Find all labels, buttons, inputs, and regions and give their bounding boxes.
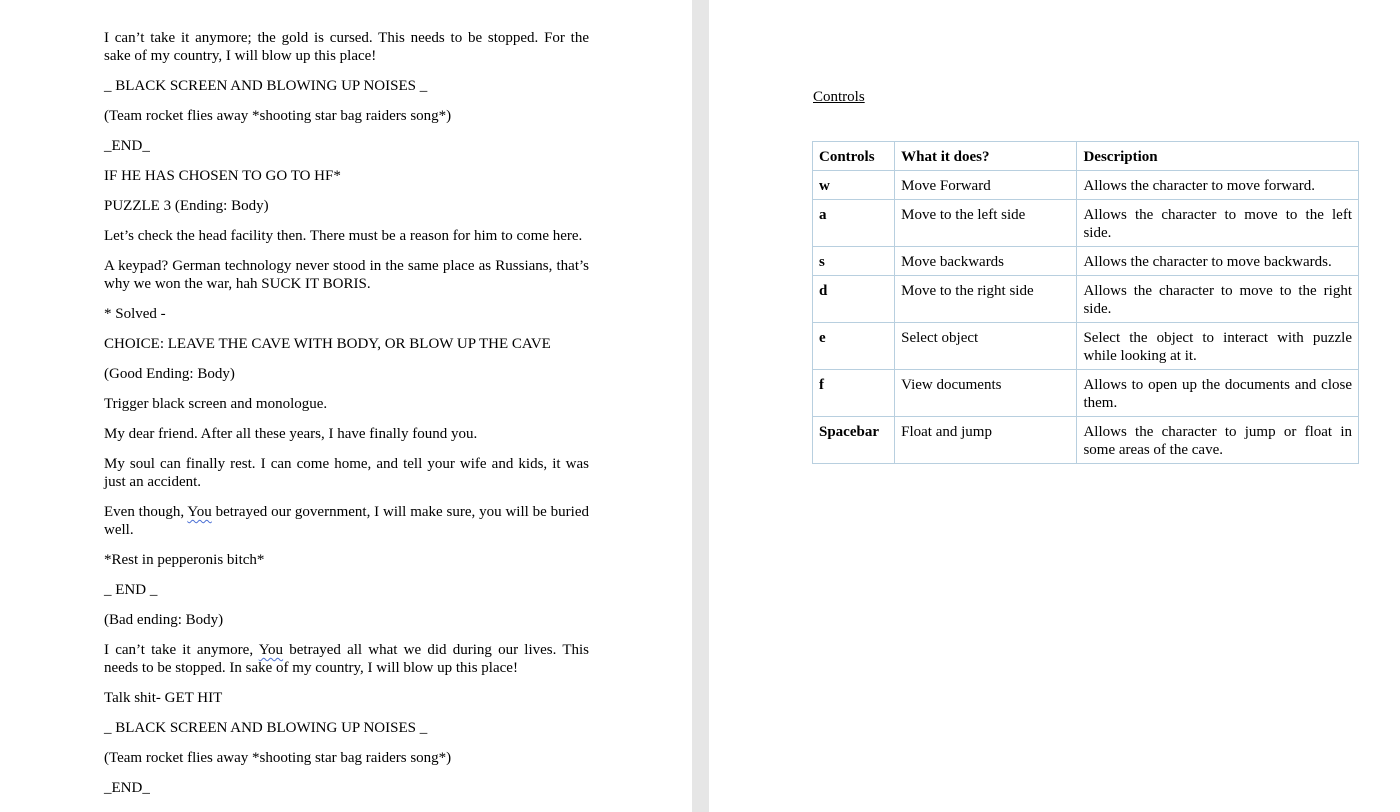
control-action-cell: Move backwards: [895, 247, 1077, 276]
control-action-cell: Float and jump: [895, 417, 1077, 464]
control-key-cell: w: [813, 171, 895, 200]
script-paragraph: (Team rocket flies away *shooting star bag raiders song*): [104, 750, 452, 766]
table-row: [813, 247, 1359, 276]
control-description-cell: Allows the character to move to the right side.: [1077, 276, 1359, 323]
control-action-cell: Move to the right side: [895, 276, 1077, 323]
script-text-column[interactable]: [104, 29, 589, 809]
script-paragraph: _ BLACK SCREEN AND BLOWING UP NOISES _: [104, 78, 428, 94]
script-paragraph: _END_: [104, 780, 150, 796]
script-paragraph: * Solved -: [104, 306, 166, 322]
paragraph-text-segment: I can’t take it anymore,: [104, 642, 259, 658]
table-row: [813, 171, 1359, 200]
control-key-cell: s: [813, 247, 895, 276]
control-key-cell: Spacebar: [813, 417, 895, 464]
spellcheck-flagged-word[interactable]: You: [187, 504, 212, 520]
control-description-cell: Allows to open up the documents and close them.: [1077, 370, 1359, 417]
script-paragraph: Talk shit- GET HIT: [104, 690, 223, 706]
script-paragraph: My soul can finally rest. I can come home, and tell your wife and kids, it was just an accident.: [104, 456, 589, 490]
script-paragraph: (Team rocket flies away *shooting star bag raiders song*): [104, 108, 452, 124]
script-paragraph: A keypad? German technology never stood in the same place as Russians, that’s why we won the war, hah SUCK IT BORIS.: [104, 258, 589, 292]
script-paragraph: (Bad ending: Body): [104, 612, 224, 628]
control-key-cell: e: [813, 323, 895, 370]
control-description-cell: Allows the character to move to the left side.: [1077, 200, 1359, 247]
controls-table-body: [813, 171, 1359, 464]
script-paragraph: Trigger black screen and monologue.: [104, 396, 328, 412]
header-controls: Controls: [813, 142, 895, 171]
paragraph-text-segment: Even though,: [104, 504, 188, 520]
controls-table-header-row: [813, 142, 1359, 171]
control-action-cell: Move Forward: [895, 171, 1077, 200]
table-row: [813, 323, 1359, 370]
document-page-left[interactable]: [0, 0, 692, 812]
control-key-cell: a: [813, 200, 895, 247]
header-what-it-does: What it does?: [895, 142, 1077, 171]
script-paragraph: (Good Ending: Body): [104, 366, 235, 382]
script-paragraph: _ END _: [104, 582, 158, 598]
table-row: [813, 200, 1359, 247]
script-paragraph: [104, 641, 589, 677]
script-paragraph: *Rest in pepperonis bitch*: [104, 552, 265, 568]
control-description-cell: Select the object to interact with puzzle while looking at it.: [1077, 323, 1359, 370]
script-paragraph: _END_: [104, 138, 150, 154]
table-row: [813, 417, 1359, 464]
control-description-cell: Allows the character to move forward.: [1077, 171, 1359, 200]
controls-heading: Controls: [813, 89, 865, 105]
control-key-cell: d: [813, 276, 895, 323]
script-paragraph: [104, 503, 589, 539]
control-action-cell: Move to the left side: [895, 200, 1077, 247]
script-paragraph: PUZZLE 3 (Ending: Body): [104, 198, 269, 214]
control-key-cell: f: [813, 370, 895, 417]
script-paragraph: My dear friend. After all these years, I have finally found you.: [104, 426, 478, 442]
control-action-cell: View documents: [895, 370, 1077, 417]
script-paragraph: _ BLACK SCREEN AND BLOWING UP NOISES _: [104, 720, 428, 736]
script-paragraph: CHOICE: LEAVE THE CAVE WITH BODY, OR BLOW UP THE CAVE: [104, 336, 551, 352]
document-page-right[interactable]: [709, 0, 1400, 812]
script-paragraph: Let’s check the head facility then. There must be a reason for him to come here.: [104, 228, 583, 244]
control-action-cell: Select object: [895, 323, 1077, 370]
script-paragraph: I can’t take it anymore; the gold is cursed. This needs to be stopped. For the sake of my country, I will blow up this place!: [104, 30, 589, 64]
control-description-cell: Allows the character to move backwards.: [1077, 247, 1359, 276]
controls-table[interactable]: [812, 141, 1359, 464]
table-row: [813, 276, 1359, 323]
paragraph-text-segment: betrayed our government, I will make sure, you will be buried well.: [104, 504, 589, 538]
spellcheck-flagged-word[interactable]: You: [258, 642, 284, 658]
table-row: [813, 370, 1359, 417]
paragraph-text-segment: betrayed all what we did during our lives. This needs to be stopped. In sake of my country, I will blow up this place!: [104, 642, 589, 676]
control-description-cell: Allows the character to jump or float in some areas of the cave.: [1077, 417, 1359, 464]
script-paragraph: IF HE HAS CHOSEN TO GO TO HF*: [104, 168, 341, 184]
header-description: Description: [1077, 142, 1359, 171]
